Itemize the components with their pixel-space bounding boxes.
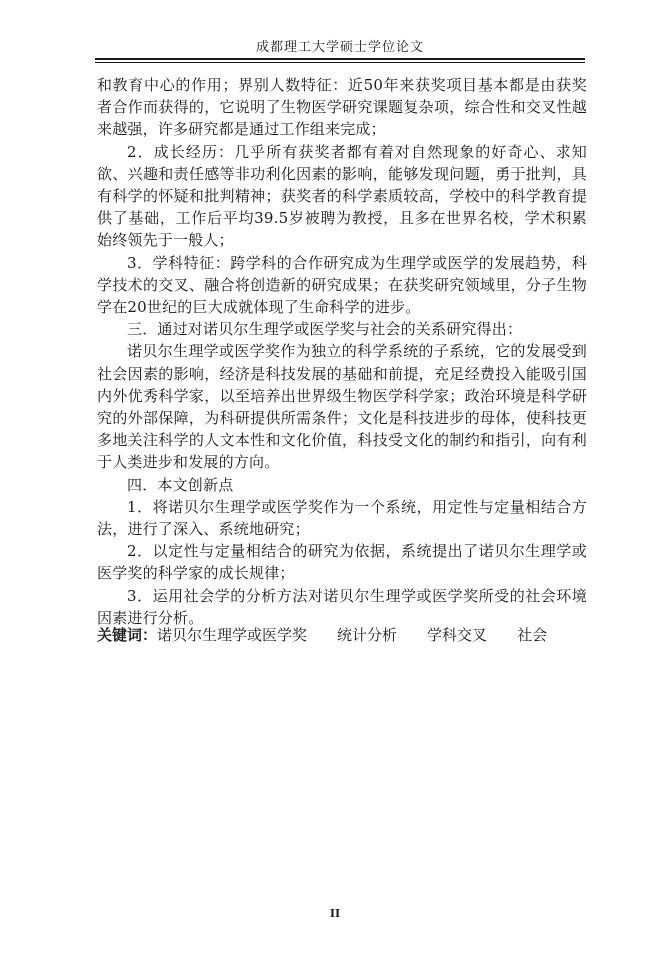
paragraph: 1．将诺贝尔生理学或医学奖作为一个系统，用定性与定量相结合方法，进行了深入、系统地研究； bbox=[97, 497, 587, 539]
keyword: 学科交叉 bbox=[427, 626, 488, 644]
header-rule-thin bbox=[95, 62, 585, 63]
paragraph: 2．以定性与定量相结合的研究为依据，系统提出了诺贝尔生理学或医学奖的科学家的成长规律； bbox=[97, 542, 587, 583]
paragraph: 3．运用社会学的分析方法对诺贝尔生理学或医学奖所受的社会环境因素进行分析。 bbox=[97, 586, 587, 627]
keyword: 统计分析 bbox=[337, 626, 398, 644]
paragraph: 诺贝尔生理学或医学奖作为独立的科学系统的子系统，它的发展受到社会因素的影响，经济是科技发展的基础和前提，充足经费投入能吸引国内外优秀科学家，以至培养出世界级生物医学科学家；政治环境是科学研究的外部保障，为科研提供所需条件；文化是科技进步的母体，使科技更多地关注科学的人文本性和文化价值，科技受文化的制约和指引，向有利于人类进步和发展的方向。 bbox=[97, 342, 587, 472]
page-number: II bbox=[329, 907, 341, 920]
running-header: 成都理工大学硕士学位论文 bbox=[255, 40, 424, 55]
paragraph: 和教育中心的作用；界别人数特征：近50年来获奖项目基本都是由获奖者合作而获得的，它说明了生物医学研究课题复杂项，综合性和交叉性越来越强，许多研究都是通过工作组来完成； bbox=[97, 76, 587, 139]
header-rule-thick bbox=[95, 58, 585, 60]
body-text bbox=[97, 74, 587, 629]
section-heading: 三．通过对诺贝尔生理学或医学奖与社会的关系研究得出： bbox=[127, 320, 523, 339]
section-heading: 四．本文创新点 bbox=[127, 475, 234, 494]
paragraph: 2．成长经历：几乎所有获奖者都有着对自然现象的好奇心、求知欲、兴趣和责任感等非功利化因素的影响，能够发现问题，勇于批判，具有科学的怀疑和批判精神；获奖者的科学素质较高，学校中的科学教育提供了基础，工作后平均39.5岁被聘为教授，且多在世界名校，学术积累始终领先于一般人； bbox=[97, 142, 587, 250]
keywords-label: 关键词： bbox=[97, 626, 158, 644]
keywords-line bbox=[97, 624, 587, 646]
paragraph: 3．学科特征：跨学科的合作研究成为生理学或医学的发展趋势，科学技术的交叉、融合将创造新的研究成果；在获奖研究领域里，分子生物学在20世纪的巨大成就体现了生命科学的进步。 bbox=[97, 253, 587, 317]
keyword: 诺贝尔生理学或医学奖 bbox=[157, 626, 308, 644]
keyword: 社会 bbox=[517, 626, 548, 644]
